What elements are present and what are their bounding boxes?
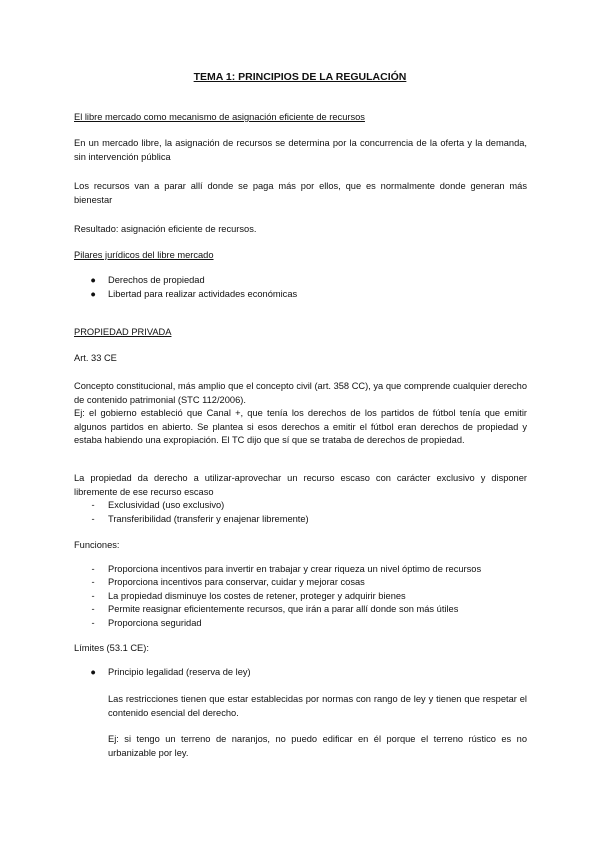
dash-icon: - [91,564,95,574]
dash-icon: - [91,514,95,524]
bullet-icon: ● [90,289,96,299]
dash-icon: - [91,577,95,587]
paragraph: La propiedad da derecho a utilizar-aprovechar un recurso escaso con carácter exclusivo y disponer libremente de ese recurso escaso [74,473,527,497]
paragraph: Ej: el gobierno estableció que Canal +, que tenía los derechos de los partidos de fútbol tenía que emitir algunos partidos en abierto. Se plantea si esos derechos a emitir el fútbol eran derechos de propiedad y estaba habiendo una expropiación. El TC dijo que sí que se trataba de derechos de propiedad. [74,408,527,445]
paragraph: Concepto constitucional, más amplio que el concepto civil (art. 358 CC), ya que comprende cualquier derecho de contenido patrimonial (STC 112/2006). [74,381,527,405]
dash-icon: - [91,500,95,510]
section-heading-libre-mercado: El libre mercado como mecanismo de asignación eficiente de recursos [74,112,365,122]
section-heading-propiedad-privada: PROPIEDAD PRIVADA [74,327,172,337]
limits-label: Límites (53.1 CE): [74,643,149,653]
paragraph: Resultado: asignación eficiente de recursos. [74,224,257,234]
functions-label: Funciones: [74,540,120,550]
bullet-icon: ● [90,667,96,677]
bullet-icon: ● [90,275,96,285]
dash-icon: - [91,618,95,628]
dash-icon: - [91,604,95,614]
paragraph: Los recursos van a parar allí donde se paga más por ellos, que es normalmente donde generan más bienestar [74,181,527,205]
paragraph: Ej: si tengo un terreno de naranjos, no puedo edificar en él porque el terreno rústico es no urbanizable por ley. [108,734,527,758]
document-title: TEMA 1: PRINCIPIOS DE LA REGULACIÓN [193,71,407,83]
document-page: TEMA 1: PRINCIPIOS DE LA REGULACIÓN El libre mercado como mecanismo de asignación eficiente de recursos En un mercado libre, la asignación de recursos se determina por la concurrencia de la oferta y la demanda, sin intervención pública Los recursos van a parar allí donde se paga más por ellos, que es normalmente donde generan más bienestar Resultado: asignación eficiente de recursos. Pilares jurídicos del libre mercado ● Derechos de propiedad ● Libertad para realizar actividades económicas PROPIEDAD PRIVADA Art. 33 CE Concepto constitucional, más amplio que el concepto civil (art. 358 CC), ya que comprende cualquier derecho de contenido patrimonial (STC 112/2006). Ej: el gobierno estableció que Canal +, que tenía los derechos de los partidos de fútbol tenía que emitir algunos partidos en abierto. Se plantea si esos derechos a emitir el fútbol eran derechos de propiedad y estaba habiendo una expropiación. El TC dijo que sí que se trataba de derechos de propiedad. La propiedad da derecho a utilizar-aprovechar un recurso escaso con carácter exclusivo y disponer libremente de ese recurso escaso - Exclusividad (uso exclusivo) - Transferibilidad (transferir y enajenar libremente) Funciones: - Proporciona incentivos para invertir en trabajar y crear riqueza un nivel óptimo de recursos - Proporciona incentivos para conservar, cuidar y mejorar cosas - La propiedad disminuye los costes de retener, proteger y adquirir bienes - Permite reasignar eficientemente recursos, que irán a parar allí donde son más útiles - Proporciona seguridad Límites (53.1 CE): ● Principio legalidad (reserva de ley) Las restricciones tienen que estar establecidas por normas con rango de ley y tienen que respetar el contenido esencial del derecho. Ej: si tengo un terreno de naranjos, no puedo edificar en él porque el terreno rústico es no urbanizable por ley. [0,0,600,848]
article-reference: Art. 33 CE [74,353,117,363]
paragraph: En un mercado libre, la asignación de recursos se determina por la concurrencia de la oferta y la demanda, sin intervención pública [74,138,527,162]
dash-icon: - [91,591,95,601]
section-heading-pilares: Pilares jurídicos del libre mercado [74,250,214,260]
paragraph: Las restricciones tienen que estar establecidas por normas con rango de ley y tienen que respetar el contenido esencial del derecho. [108,694,527,718]
